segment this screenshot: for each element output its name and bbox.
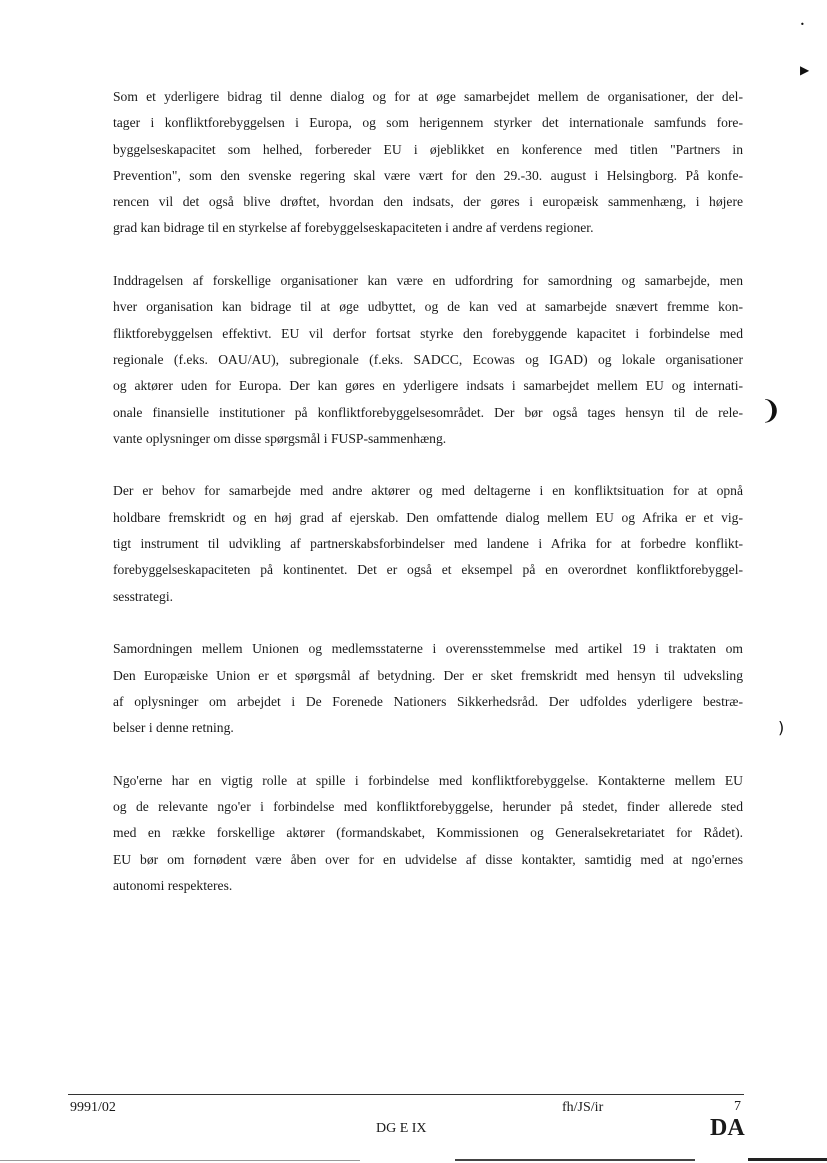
scan-edge-line xyxy=(748,1158,827,1161)
page-number: 7 xyxy=(734,1099,741,1114)
paragraph-3 xyxy=(113,478,743,609)
text-line: rencen vil det også blive drøftet, hvordan den indsats, der gøres i europæisk sammenhæng, i højere xyxy=(113,194,743,210)
author-initials: fh/JS/ir xyxy=(562,1100,604,1115)
language-code: DA xyxy=(710,1115,745,1141)
paragraph-1 xyxy=(113,84,743,242)
paragraph-5 xyxy=(113,768,743,899)
text-line: hver organisation kan bidrage til at øge udbyttet, og de kan ved at samarbejde snævert fremme kon- xyxy=(113,299,743,315)
department-code: DG E IX xyxy=(376,1121,427,1136)
text-line: forebyggelseskapaciteten på kontinentet. Det er også et eksempel på en overordnet konfliktforebyggel- xyxy=(113,562,743,578)
text-line: tager i konfliktforebyggelsen i Europa, og som herigennem styrker det internationale samfunds fore- xyxy=(113,115,743,131)
text-line: tigt instrument til udvikling af partnerskabsforbindelser med landene i Afrika for at forbedre konflikt- xyxy=(113,536,743,552)
text-line: regionale (f.eks. OAU/AU), subregionale (f.eks. SADCC, Ecowas og IGAD) og lokale organisationer xyxy=(113,351,743,367)
text-line: sesstrategi. xyxy=(113,588,174,604)
scan-artifact-hole: ❩ xyxy=(760,396,782,426)
text-line: grad kan bidrage til en styrkelse af forebyggelseskapaciteten i andre af verdens regioner. xyxy=(113,220,594,236)
text-line: Ngo'erne har en vigtig rolle at spille i forbindelse med konfliktforebyggelse. Kontakterne mellem EU xyxy=(113,772,743,788)
text-line: med en række forskellige aktører (formandskabet, Kommissionen og Generalsekretariatet for Rådet). xyxy=(113,825,743,841)
scan-artifact-dot: • xyxy=(800,20,805,29)
text-line: Den Europæiske Union er et spørgsmål af betydning. Der er sket fremskridt med hensyn til udveksling xyxy=(113,667,743,683)
text-line: Der er behov for samarbejde med andre aktører og med deltagerne i en konfliktsituation for at opnå xyxy=(113,483,743,499)
text-line: og aktører uden for Europa. Der kan gøres en yderligere indsats i samarbejdet mellem EU og internati- xyxy=(113,378,743,394)
text-line: onale finansielle institutioner på konfliktforebyggelsesområdet. Der bør også tages hensyn til de rele- xyxy=(113,404,743,420)
text-line: holdbare fremskridt og en høj grad af ejerskab. Den omfattende dialog mellem EU og Afrika er et vig- xyxy=(113,509,743,525)
text-line: belser i denne retning. xyxy=(113,720,234,736)
text-line: og de relevante ngo'er i forbindelse med konfliktforebyggelse, herunder på stedet, finder allerede sted xyxy=(113,799,743,815)
text-line: Samordningen mellem Unionen og medlemsstaterne i overensstemmelse med artikel 19 i traktaten om xyxy=(113,641,743,657)
footer-divider xyxy=(68,1094,744,1095)
text-line: Prevention", som den svenske regering skal være vært for den 29.-30. august i Helsingborg. På konfe- xyxy=(113,167,743,183)
text-line: fliktforebyggelsen effektivt. EU vil derfor fortsat styrke den forebyggende kapacitet i forbindelse med xyxy=(113,325,743,341)
text-line: byggelseskapacitet som helhed, forbereder EU i øjeblikket en konference med titlen "Partners in xyxy=(113,141,743,157)
text-line: EU bør om fornødent være åben over for en udvidelse af disse kontakter, samtidig med at ngo'ernes xyxy=(113,851,743,867)
paragraph-4 xyxy=(113,636,743,741)
text-line: autonomi respekteres. xyxy=(113,877,233,893)
text-line: Inddragelsen af forskellige organisationer kan være en udfordring for samordning og samarbejde, men xyxy=(113,273,743,289)
document-number: 9991/02 xyxy=(70,1100,116,1115)
text-line: Som et yderligere bidrag til denne dialog og for at øge samarbejdet mellem de organisationer, der del- xyxy=(113,89,743,104)
scan-artifact-paren: ) xyxy=(778,718,785,737)
body-text xyxy=(113,84,743,926)
paragraph-2 xyxy=(113,268,743,452)
scan-edge-line xyxy=(455,1159,695,1161)
text-line: vante oplysninger om disse spørgsmål i FUSP-sammenhæng. xyxy=(113,430,447,446)
scan-artifact-triangle: ▶ xyxy=(800,63,810,77)
scan-edge-line xyxy=(0,1160,360,1161)
text-line: af oplysninger om arbejdet i De Forenede Nationers Sikkerhedsråd. Der udfoldes yderligere bestræ- xyxy=(113,693,743,709)
